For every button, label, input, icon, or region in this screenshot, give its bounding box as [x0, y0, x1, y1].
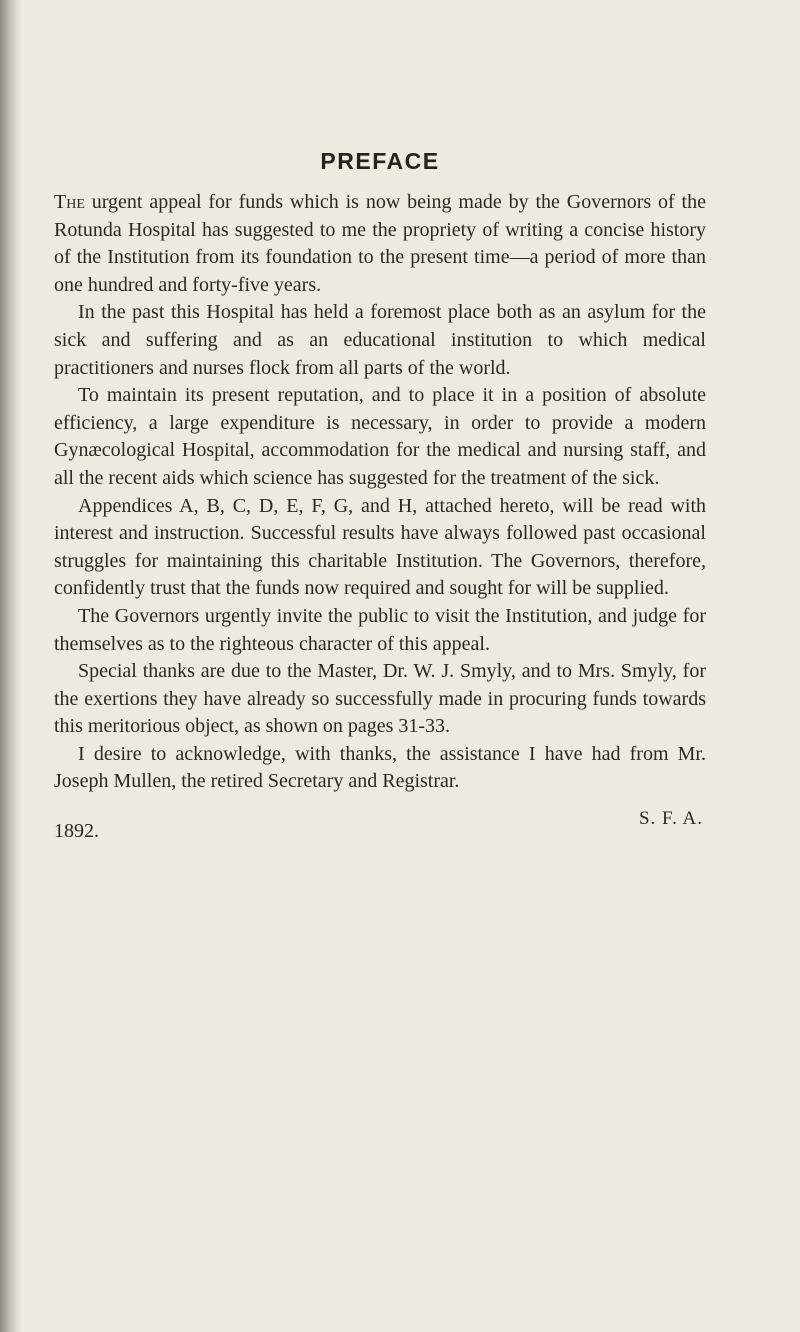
- document-page: [54, 0, 754, 1332]
- paragraph-7: I desire to acknowledge, with thanks, the assistance I have had from Mr. Joseph Mullen, the retired Secretary and Registrar.: [54, 742, 706, 793]
- paragraph-4: Appendices A, B, C, D, E, F, G, and H, attached hereto, will be read with interest and instruction. Successful results have always followed past occasional struggles for maintaining this charitable Institution. The Governors, therefore, confidently trust that the funds now required and sought for will be supplied.: [54, 494, 706, 600]
- closing-block: [54, 808, 706, 868]
- paragraph-2: In the past this Hospital has held a foremost place both as an asylum for the sick and suffering and as an educational institution to which medical practitioners and nurses flock from all parts of the world.: [54, 301, 706, 379]
- binding-shadow: [0, 0, 22, 1332]
- author-signature: S. F. A.: [638, 808, 703, 829]
- paragraph-3: To maintain its present reputation, and to place it in a position of absolute efficiency, a large expenditure is necessary, in order to provide a modern Gynæcological Hospital, accommodation for the medical and nursing staff, and all the recent aids which science has suggested for the treatment of the sick.: [54, 384, 706, 489]
- paragraph-1: [54, 189, 706, 299]
- paragraph-text: urgent appeal for funds which is now being made by the Governors of the Rotunda Hospital has suggested to me the propriety of writing a concise history of the Institution from its foundation to the present time—a period of more than one hundred and forty-five years.: [54, 191, 706, 296]
- publication-year: 1892.: [54, 820, 99, 842]
- paragraph-6: Special thanks are due to the Master, Dr. W. J. Smyly, and to Mrs. Smyly, for the exertions they have already so successfully made in procuring funds towards this meritorious object, as shown on pages 31-33.: [54, 660, 706, 738]
- page-title: PREFACE: [320, 148, 440, 174]
- preface-body: [54, 189, 706, 796]
- paragraph-5: The Governors urgently invite the public to visit the Institution, and judge for themselves as to the righteous character of this appeal.: [54, 604, 706, 655]
- paragraph-lead-word: The: [54, 191, 85, 213]
